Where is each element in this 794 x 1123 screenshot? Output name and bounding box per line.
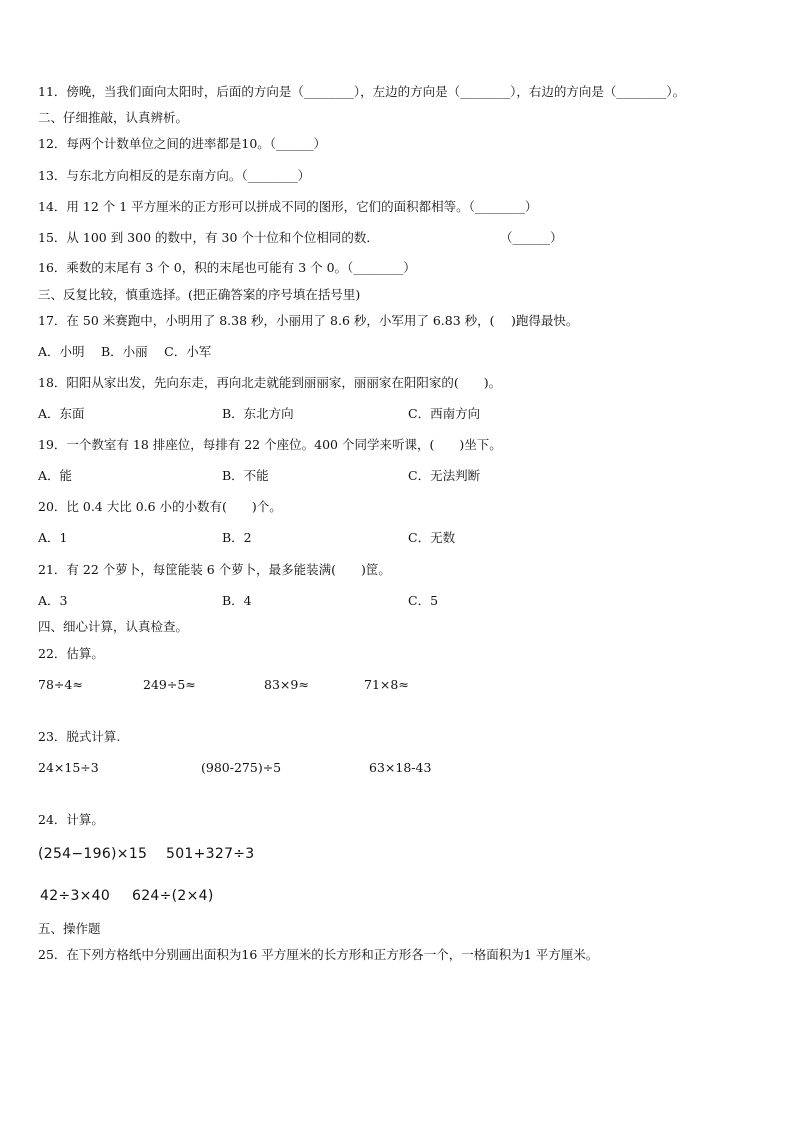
q24-line: 24．计算。 xyxy=(38,812,104,827)
q22-item-2: 249÷5≈ xyxy=(143,677,196,692)
section-3-heading: 三、反复比较，慎重选择。(把正确答案的序号填在括号里) xyxy=(38,287,361,302)
q22-item-1: 78÷4≈ xyxy=(38,677,83,692)
q22-item-3: 83×9≈ xyxy=(264,677,309,692)
q24-item-3: 42÷3×40 xyxy=(40,888,111,904)
section-2-heading: 二、仔细推敲，认真辨析。 xyxy=(38,110,189,125)
q23-item-1: 24×15÷3 xyxy=(38,760,99,775)
q23-item-3: 63×18-43 xyxy=(369,760,432,775)
q23-line: 23．脱式计算. xyxy=(38,729,121,744)
q22-line: 22．估算。 xyxy=(38,646,104,661)
q15-blank: （______） xyxy=(500,230,563,245)
q14-line: 14．用 12 个 1 平方厘米的正方形可以拼成不同的图形，它们的面积都相等。（________） xyxy=(38,199,538,214)
q20-line: 20．比 0.4 大比 0.6 小的小数有( )个。 xyxy=(38,499,282,514)
q20-option-a: A．1 xyxy=(38,530,68,545)
q23-item-2: (980-275)÷5 xyxy=(201,760,282,775)
q11-line: 11．傍晚，当我们面向太阳时，后面的方向是（________），左边的方向是（________），右边的方向是（________）。 xyxy=(38,84,686,99)
q12-line: 12．每两个计数单位之间的进率都是10。（______） xyxy=(38,136,327,151)
q16-line: 16．乘数的末尾有 3 个 0，积的末尾也可能有 3 个 0。（________） xyxy=(38,260,416,275)
q24-item-1: (254−196)×15 xyxy=(38,846,148,862)
q20-option-b: B．2 xyxy=(222,530,252,545)
q18-option-c: C．西南方向 xyxy=(408,406,481,421)
q18-option-a: A．东面 xyxy=(38,406,85,421)
q19-line: 19．一个教室有 18 排座位，每排有 22 个座位。400 个同学来听课，( )坐下。 xyxy=(38,437,502,452)
section-5-heading: 五、操作题 xyxy=(38,921,101,936)
q21-option-c: C．5 xyxy=(408,593,439,608)
q17-line: 17．在 50 米赛跑中，小明用了 8.38 秒，小丽用了 8.6 秒，小军用了 6.83 秒，( )跑得最快。 xyxy=(38,313,579,328)
q13-line: 13．与东北方向相反的是东南方向。（________） xyxy=(38,168,311,183)
q19-option-a: A．能 xyxy=(38,468,73,483)
q21-line: 21．有 22 个萝卜，每筐能装 6 个萝卜，最多能装满( )筐。 xyxy=(38,562,391,577)
q24-item-4: 624÷(2×4) xyxy=(132,888,214,904)
q24-item-2: 501+327÷3 xyxy=(166,846,255,862)
q18-option-b: B．东北方向 xyxy=(222,406,294,421)
q21-option-a: A．3 xyxy=(38,593,68,608)
q20-option-c: C．无数 xyxy=(408,530,456,545)
q25-line: 25．在下列方格纸中分别画出面积为16 平方厘米的长方形和正方形各一个，一格面积为1 平方厘米。 xyxy=(38,947,599,962)
q19-option-c: C．无法判断 xyxy=(408,468,481,483)
q22-item-4: 71×8≈ xyxy=(364,677,409,692)
q15-line: 15．从 100 到 300 的数中，有 30 个十位和个位相同的数． xyxy=(38,230,379,245)
q18-line: 18．阳阳从家出发，先向东走，再向北走就能到丽丽家，丽丽家在阳阳家的( )。 xyxy=(38,375,502,390)
section-4-heading: 四、细心计算，认真检查。 xyxy=(38,619,189,634)
q19-option-b: B．不能 xyxy=(222,468,269,483)
q17-options: A．小明 B．小丽 C．小军 xyxy=(38,344,212,359)
q21-option-b: B．4 xyxy=(222,593,252,608)
